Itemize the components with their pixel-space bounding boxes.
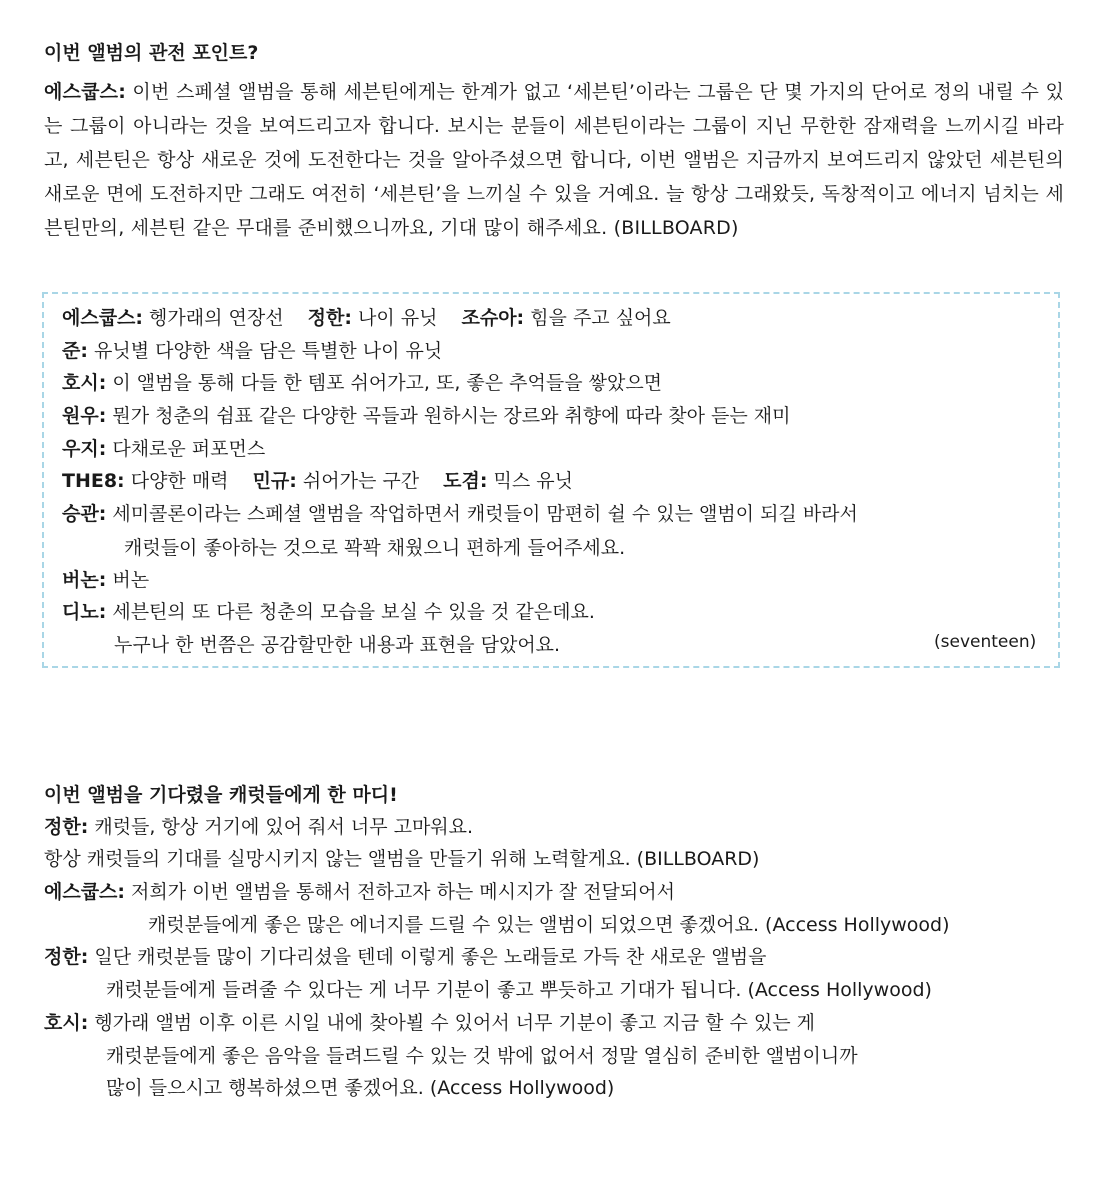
- s2-jeonghan-2-cont: 캐럿분들에게 들려줄 수 있다는 게 너무 기분이 좋고 뿌듯하고 기대가 됩니다. (Access Hollywood): [106, 979, 932, 1001]
- member-name: 원우:: [62, 405, 107, 427]
- section1-paragraph: [44, 75, 1064, 245]
- member-comment: 세미콜론이라는 스페셜 앨범을 작업하면서 캐럿들이 맘편히 쉴 수 있는 앨범이 되길 바라서: [106, 503, 858, 525]
- member-name: 우지:: [62, 438, 107, 460]
- member-name: 도겸:: [443, 470, 488, 492]
- member-name: 민규:: [252, 470, 297, 492]
- box-line-dino-cont: 누구나 한 번쯤은 공감할만한 내용과 표현을 담았어요.: [114, 634, 561, 656]
- box-line-seungkwan: [62, 499, 858, 526]
- member-comment: 이 앨범을 통해 다들 한 템포 쉬어가고, 또, 좋은 추억들을 쌓았으면: [106, 372, 663, 394]
- member-name: 준:: [62, 340, 88, 362]
- box-line-jun: [62, 336, 442, 363]
- speaker-name: 에스쿱스:: [44, 81, 127, 103]
- s2-hoshi-cont-2: 많이 들으시고 행복하셨으면 좋겠어요. (Access Hollywood): [106, 1077, 615, 1099]
- member-comment: 저희가 이번 앨범을 통해서 전하고자 하는 메시지가 잘 전달되어서: [125, 881, 675, 903]
- member-name: 정한:: [307, 307, 352, 329]
- member-comment: 헹가래의 연장선: [143, 307, 284, 329]
- member-name: 에스쿱스:: [62, 307, 144, 329]
- s2-hoshi-cont-1: 캐럿분들에게 좋은 음악을 들려드릴 수 있는 것 밖에 없어서 정말 열심히 준비한 앨범이니까: [106, 1045, 858, 1067]
- member-comment: 나이 유닛: [351, 307, 438, 329]
- member-name: 버논:: [62, 569, 107, 591]
- member-name: 조슈아:: [461, 307, 525, 329]
- box-line-wonwoo: [62, 401, 791, 428]
- member-comment: 일단 캐럿분들 많이 기다리셨을 텐데 이렇게 좋은 노래들로 가득 찬 새로운 앨범을: [88, 946, 767, 968]
- member-comment: 캐럿들, 항상 거기에 있어 줘서 너무 고마워요.: [88, 816, 474, 838]
- box-line-woozi: [62, 434, 265, 461]
- member-name: 호시:: [44, 1012, 89, 1034]
- s2-scoups-cont: 캐럿분들에게 좋은 많은 에너지를 드릴 수 있는 앨범이 되었으면 좋겠어요. (Access Hollywood): [148, 914, 950, 936]
- box-line-dino: [62, 597, 595, 624]
- s2-jeonghan-2: [44, 942, 766, 969]
- member-comment: 뭔가 청춘의 쉼표 같은 다양한 곡들과 원하시는 장르와 취향에 따라 찾아 듣는 재미: [106, 405, 791, 427]
- member-comment: 믹스 유닛: [487, 470, 573, 492]
- member-name: 호시:: [62, 372, 107, 394]
- box-source: (seventeen): [934, 632, 1037, 652]
- box-line-seungkwan-cont: 캐럿들이 좋아하는 것으로 꽉꽉 채웠으니 편하게 들어주세요.: [124, 537, 626, 559]
- section1-heading: 이번 앨범의 관전 포인트?: [44, 42, 259, 64]
- member-comment: 쉬어가는 구간: [296, 470, 420, 492]
- s2-scoups: [44, 877, 675, 904]
- member-name: 정한:: [44, 816, 89, 838]
- member-comment: 버논: [106, 569, 150, 591]
- member-comment: 다양한 매력: [124, 470, 229, 492]
- member-name: 에스쿱스:: [44, 881, 126, 903]
- member-name: 정한:: [44, 946, 89, 968]
- member-name: 승관:: [62, 503, 107, 525]
- box-line-vernon: [62, 565, 149, 592]
- box-line-1: [62, 303, 671, 330]
- box-line-6: [62, 466, 573, 493]
- member-comment: 힘을 주고 싶어요: [524, 307, 671, 329]
- member-comment: 헹가래 앨범 이후 이른 시일 내에 찾아뵐 수 있어서 너무 기분이 좋고 지금 할 수 있는 게: [88, 1012, 816, 1034]
- member-name: THE8:: [62, 470, 125, 492]
- s2-hoshi: [44, 1008, 815, 1035]
- section2-heading: 이번 앨범을 기다렸을 캐럿들에게 한 마디!: [44, 784, 398, 806]
- member-comment: 다채로운 퍼포먼스: [106, 438, 266, 460]
- member-name: 디노:: [62, 601, 107, 623]
- member-comment: 세븐틴의 또 다른 청춘의 모습을 보실 수 있을 것 같은데요.: [106, 601, 595, 623]
- speaker-quote: 이번 스페셜 앨범을 통해 세븐틴에게는 한계가 없고 ‘세븐틴’이라는 그룹은 단 몇 가지의 단어로 정의 내릴 수 있는 그룹이 아니라는 것을 보여드리고자 합니다. 보시는 분들이 세븐틴이라는 그룹이 지닌 무한한 잠재력을 느끼시길 바라고, 세븐틴은 항상 새로운 것에 도전한다는 것을 알아주셨으면 합니다, 이번 앨범은 지금까지 보여드리지 않았던 세븐틴의 새로운 면에 도전하지만 그래도 여전히 ‘세븐틴’을 느끼실 수 있을 거예요. 늘 항상 그래왔듯, 독창적이고 에너지 넘치는 세븐틴만의, 세븐틴 같은 무대를 준비했으니까요, 기대 많이 해주세요. (BILLBOARD): [44, 81, 1064, 239]
- member-comment: 유닛별 다양한 색을 담은 특별한 나이 유닛: [87, 340, 443, 362]
- box-line-hoshi: [62, 368, 662, 395]
- s2-jeonghan-1-cont: 항상 캐럿들의 기대를 실망시키지 않는 앨범을 만들기 위해 노력할게요. (BILLBOARD): [44, 848, 760, 870]
- s2-jeonghan-1: [44, 812, 473, 839]
